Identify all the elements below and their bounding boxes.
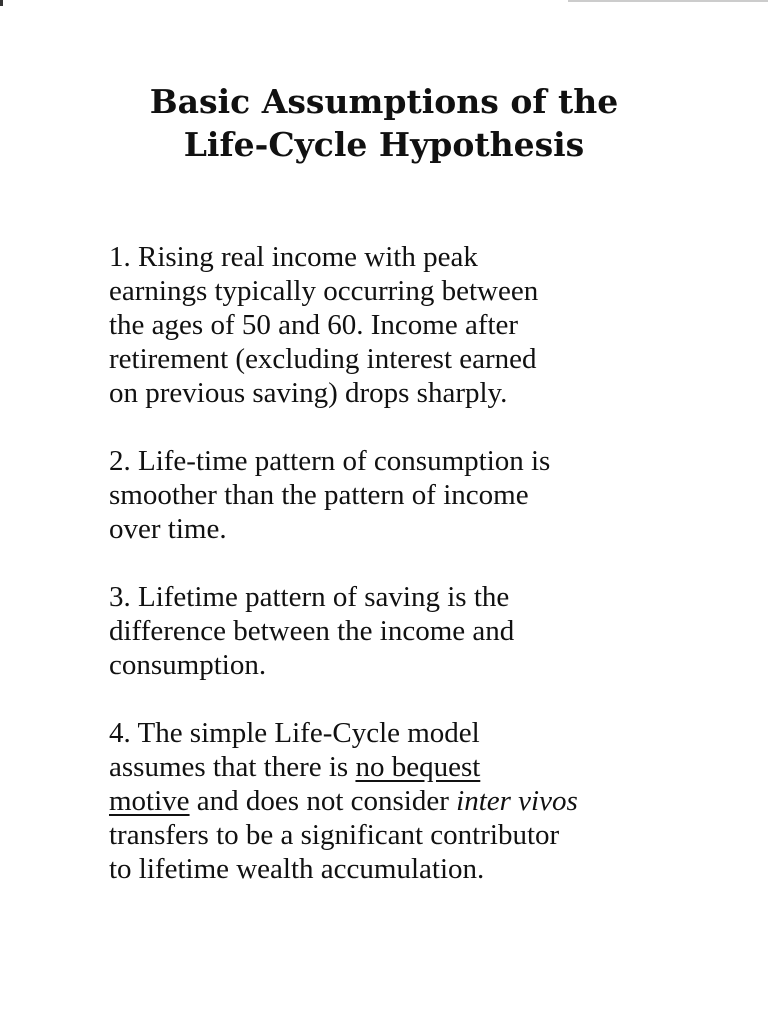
page-title (0, 80, 768, 166)
text-line (109, 750, 709, 784)
text-line: earnings typically occurring between (109, 275, 539, 307)
text-line: consumption. (109, 649, 267, 681)
text-line: 1. Rising real income with peak (109, 241, 478, 273)
italic-term: inter vivos (456, 785, 578, 817)
assumption-1 (109, 240, 709, 410)
scan-mark (0, 0, 3, 6)
text-line: transfers to be a significant contributor (109, 819, 560, 851)
scan-edge (568, 0, 768, 2)
assumption-3 (109, 580, 709, 682)
text-run: assumes that there is (109, 751, 356, 783)
text-line: smoother than the pattern of income (109, 479, 529, 511)
text-line: over time. (109, 513, 227, 545)
text-line: the ages of 50 and 60. Income after (109, 309, 519, 341)
text-line: 3. Lifetime pattern of saving is the (109, 581, 510, 613)
text-line: 4. The simple Life-Cycle model (109, 717, 480, 749)
text-line: difference between the income and (109, 615, 515, 647)
assumption-4 (109, 716, 709, 886)
assumption-2 (109, 444, 709, 546)
title-line-1: Basic Assumptions of the (149, 82, 619, 121)
text-line: retirement (excluding interest earned (109, 343, 537, 375)
assumptions-list (109, 240, 709, 920)
text-line: on previous saving) drops sharply. (109, 377, 508, 409)
text-run: and does not consider (189, 785, 457, 817)
underlined-term: motive (109, 785, 190, 817)
text-line: 2. Life-time pattern of consumption is (109, 445, 551, 477)
text-line (109, 784, 709, 818)
text-line: to lifetime wealth accumulation. (109, 853, 485, 885)
underlined-term: no bequest (355, 751, 481, 783)
title-line-2: Life-Cycle Hypothesis (183, 125, 585, 164)
